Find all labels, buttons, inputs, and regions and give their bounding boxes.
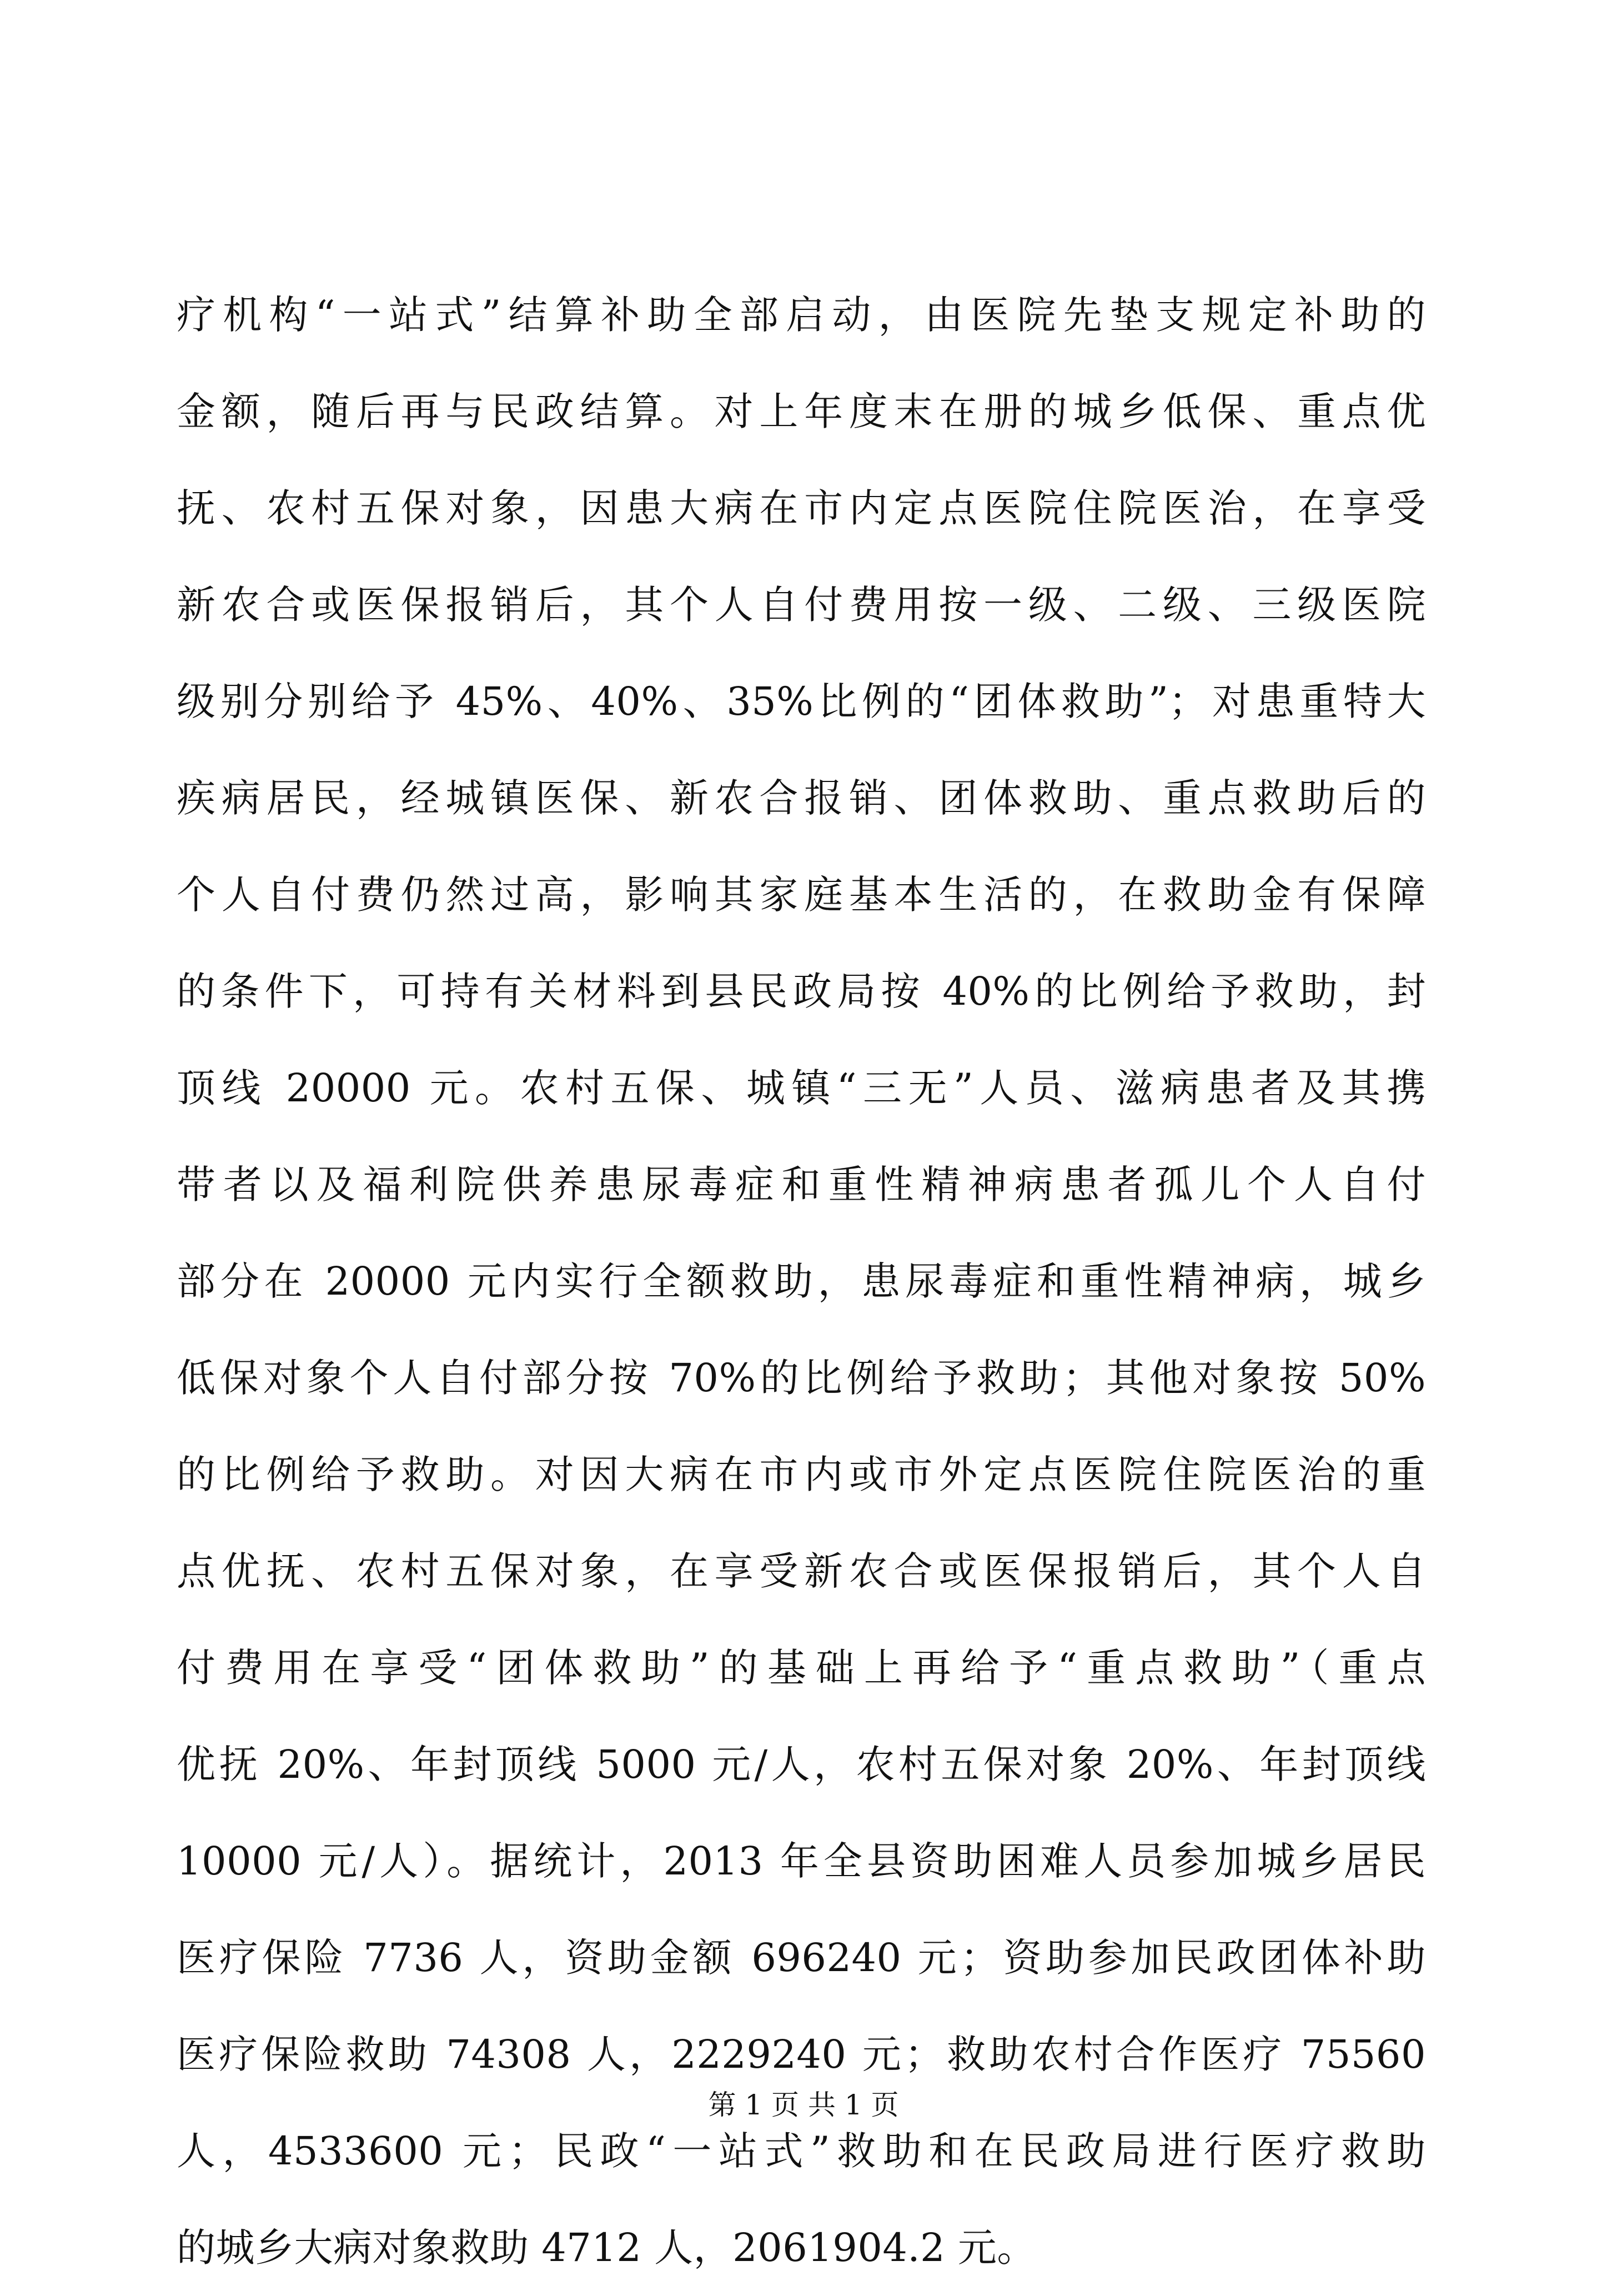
text-line: 金额，随后再与民政结算。对上年度末在册的城乡低保、重点优 bbox=[177, 389, 1426, 434]
text-line: 疗机构“一站式”结算补助全部启动，由医院先垫支规定补助的 bbox=[177, 292, 1426, 338]
text-line: 付费用在享受“团体救助”的基础上再给予“重点救助”（重点 bbox=[177, 1645, 1426, 1691]
text-line: 级别分别给予 45%、40%、35%比例的“团体救助”；对患重特大 bbox=[177, 679, 1426, 724]
text-line: 个人自付费仍然过高，影响其家庭基本生活的，在救助金有保障 bbox=[177, 872, 1426, 918]
text-line: 10000 元/人）。据统计，2013 年全县资助困难人员参加城乡居民 bbox=[177, 1838, 1426, 1884]
text-line: 医疗保险 7736 人，资助金额 696240 元；资助参加民政团体补助 bbox=[177, 1935, 1426, 1981]
text-line: 部分在 20000 元内实行全额救助，患尿毒症和重性精神病，城乡 bbox=[177, 1259, 1426, 1304]
text-line: 医疗保险救助 74308 人，2229240 元；救助农村合作医疗 75560 bbox=[177, 2032, 1426, 2077]
text-line: 新农合或医保报销后，其个人自付费用按一级、二级、三级医院 bbox=[177, 582, 1426, 628]
body-paragraph bbox=[177, 267, 1426, 2296]
text-line: 优抚 20%、年封顶线 5000 元/人，农村五保对象 20%、年封顶线 bbox=[177, 1742, 1426, 1787]
text-line: 的条件下，可持有关材料到县民政局按 40%的比例给予救助，封 bbox=[177, 969, 1426, 1014]
text-line: 人，4533600 元；民政“一站式”救助和在民政局进行医疗救助 bbox=[177, 2128, 1426, 2174]
text-line: 抚、农村五保对象，因患大病在市内定点医院住院医治，在享受 bbox=[177, 485, 1426, 531]
text-line: 疾病居民，经城镇医保、新农合报销、团体救助、重点救助后的 bbox=[177, 775, 1426, 821]
page-footer: 第 1 页 共 1 页 bbox=[708, 2089, 899, 2121]
text-line: 顶线 20000 元。农村五保、城镇“三无”人员、滋病患者及其携 bbox=[177, 1065, 1426, 1111]
text-line: 的比例给予救助。对因大病在市内或市外定点医院住院医治的重 bbox=[177, 1452, 1426, 1497]
text-line: 点优抚、农村五保对象，在享受新农合或医保报销后，其个人自 bbox=[177, 1548, 1426, 1594]
text-line: 的城乡大病对象救助 4712 人，2061904.2 元。 bbox=[177, 2225, 1036, 2270]
text-line: 低保对象个人自付部分按 70%的比例给予救助；其他对象按 50% bbox=[177, 1355, 1426, 1401]
text-line: 带者以及福利院供养患尿毒症和重性精神病患者孤儿个人自付 bbox=[177, 1162, 1426, 1207]
